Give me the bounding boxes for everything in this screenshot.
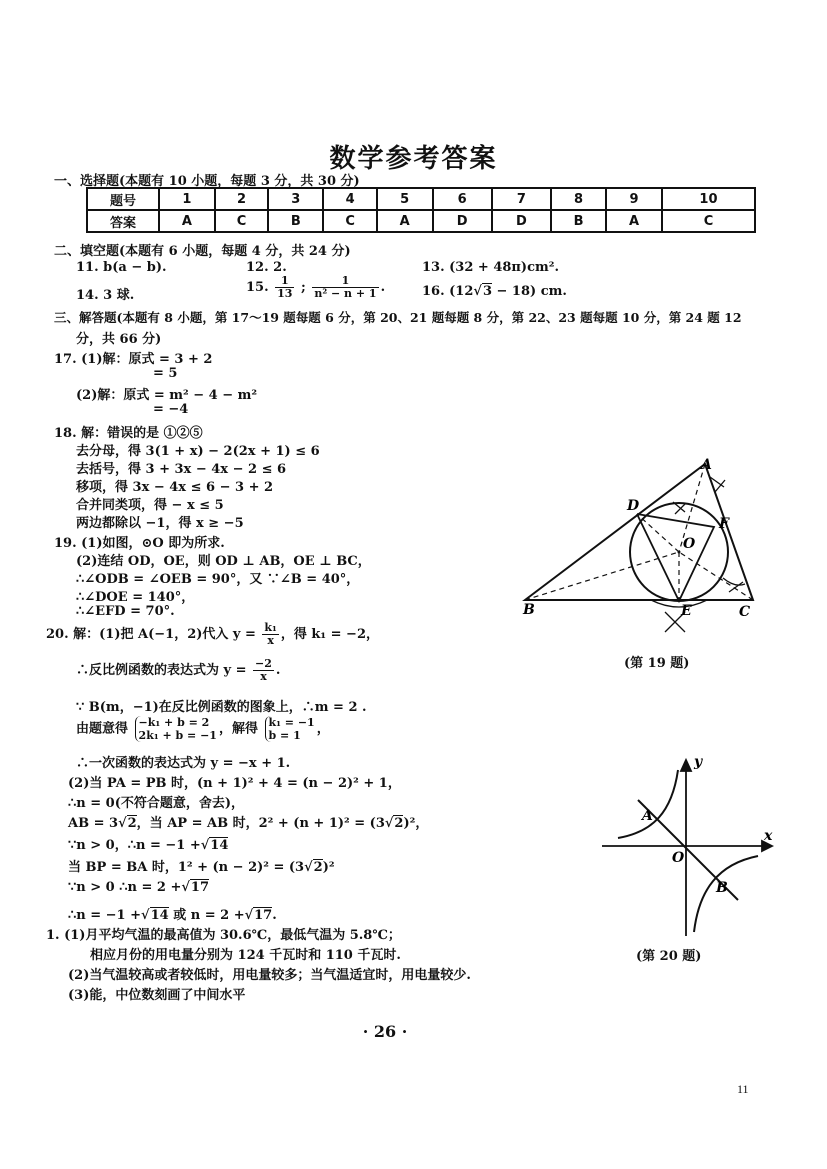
sqrt-sign: √	[244, 908, 254, 923]
answer-cell: C	[215, 210, 268, 232]
q20-line8-c: )²，	[403, 816, 429, 831]
q21-line2: 相应月份的用电量分别为 124 千瓦时和 110 千瓦时.	[90, 948, 401, 963]
row-label-number: 题号	[87, 188, 159, 210]
sqrt-sign: √	[118, 816, 127, 831]
section3-heading: 三、解答题(本题有 8 小题，第 17～19 题每题 6 分，第 20、21 题每题 8 分，第 22、23 题每题 10 分，第 24 题 12	[54, 310, 742, 325]
question-number-cell: 1	[159, 188, 215, 210]
radicand: 14	[210, 838, 229, 853]
q20-line12-b: 或 n = 2 +	[168, 908, 245, 923]
denominator: n² − n + 1	[314, 287, 377, 300]
sqrt-sign: √	[304, 860, 313, 875]
denominator: x	[260, 670, 267, 683]
fraction	[312, 275, 378, 300]
answer-15-prefix: 15.	[246, 280, 269, 295]
q17-line1: 17. (1)解：原式 = 3 + 2	[54, 352, 213, 367]
page-number: · 26 ·	[362, 1022, 408, 1041]
q20-line11-a: ∵n > 0 ∴n = 2 +	[68, 880, 182, 895]
angle-bisector-b	[525, 552, 679, 600]
row-label-answer: 答案	[87, 210, 159, 232]
question-number-cell: 8	[551, 188, 606, 210]
label-d: D	[627, 498, 640, 514]
question-number-cell: 6	[433, 188, 492, 210]
label-a: A	[642, 808, 653, 824]
q20-line12-a: ∴n = −1 +	[68, 908, 142, 923]
fraction	[253, 658, 274, 683]
q20-line10-b: )²	[322, 860, 335, 875]
figure-20-function-graph	[598, 752, 778, 942]
radicand: 14	[150, 908, 169, 923]
question-number-cell: 9	[606, 188, 662, 210]
label-e: E	[681, 603, 692, 619]
question-number-cell: 2	[215, 188, 268, 210]
q19-line3: ∴∠ODB = ∠OEB = 90°，又 ∵∠B = 40°，	[76, 572, 360, 587]
q20-line7: ∴n = 0(不符合题意，舍去)，	[68, 796, 245, 811]
label-c: C	[739, 604, 751, 620]
q21-line1: 1. (1)月平均气温的最高值为 30.6℃，最低气温为 5.8℃；	[46, 928, 401, 943]
answer-cell: D	[433, 210, 492, 232]
section3-heading-cont: 分，共 66 分)	[76, 332, 162, 347]
q20-line6: (2)当 PA = PB 时，(n + 1)² + 4 = (n − 2)² + 1，	[68, 776, 401, 791]
label-y: y	[694, 754, 703, 770]
q18-line5: 合并同类项，得 − x ≤ 5	[76, 498, 224, 513]
q20-line1-text: 20. 解：(1)把 A(−1，2)代入 y =	[46, 627, 256, 642]
equation: b = 1	[268, 729, 301, 742]
numerator: k₁	[264, 621, 277, 634]
label-x: x	[764, 828, 773, 844]
answer-12: 12. 2.	[246, 260, 287, 275]
construction-arc	[723, 578, 745, 592]
q20-line4	[76, 716, 330, 742]
q20-line4-end: ，	[316, 721, 330, 737]
question-number-cell: 10	[662, 188, 755, 210]
label-f: F	[719, 516, 729, 532]
fraction	[262, 622, 278, 647]
q18-line3: 去括号，得 3 + 3x − 4x − 2 ≤ 6	[76, 462, 287, 477]
q20-line2	[76, 658, 280, 683]
q20-line10-a: 当 BP = BA 时，1² + (n − 2)² = (3	[68, 860, 305, 875]
q17-line2: = 5	[153, 366, 178, 381]
label-b: B	[716, 880, 728, 896]
numerator: 1	[312, 275, 378, 288]
sqrt-sign: √	[141, 908, 150, 923]
answer-cell: B	[551, 210, 606, 232]
q20-line3: ∵ B(m，−1)在反比例函数的图象上，∴m = 2 .	[76, 700, 367, 715]
radicand: 17	[190, 880, 210, 895]
q18-line1: 18. 解：错误的是 ①②⑤	[54, 426, 203, 441]
y-axis-arrow	[681, 760, 691, 771]
answer-cell: A	[606, 210, 662, 232]
q17-line3: (2)解：原式 = m² − 4 − m²	[76, 388, 258, 403]
figure-20-caption: (第 20 题)	[636, 949, 702, 964]
answer-16	[422, 284, 567, 299]
page-title: 数学参考答案	[329, 144, 498, 174]
answer-cell: A	[377, 210, 433, 232]
center-point-o	[678, 551, 681, 554]
answer-15	[246, 275, 385, 300]
section2-heading: 二、填空题(本题有 6 小题，每题 4 分，共 24 分)	[54, 244, 351, 259]
denominator: x	[267, 634, 274, 647]
q19-line1: 19. (1)如图，⊙O 即为所求.	[54, 536, 225, 551]
radicand: 2	[313, 860, 323, 875]
section1-heading: 一、选择题(本题有 10 小题，每题 3 分，共 30 分)	[54, 174, 360, 189]
solution-system	[265, 716, 315, 742]
q20-line8-b: ，当 AP = AB 时，2² + (n + 1)² = (3	[136, 816, 385, 831]
radicand: 17	[254, 908, 273, 923]
figure-19-caption: (第 19 题)	[624, 656, 690, 671]
sqrt-sign: √	[200, 838, 210, 853]
q20-line12	[68, 904, 277, 923]
q20-line2-text: ∴反比例函数的表达式为 y =	[76, 663, 247, 678]
q20-line10	[68, 856, 335, 875]
question-number-cell: 7	[492, 188, 551, 210]
q20-line4-mid: ，解得	[218, 721, 258, 737]
sqrt-sign: √	[473, 284, 482, 299]
answer-table-row-answers	[87, 210, 755, 232]
separator: ;	[301, 280, 306, 295]
q20-line8	[68, 812, 428, 831]
q20-line2-end: .	[275, 663, 281, 678]
q20-line9-a: ∵n > 0，∴n = −1 +	[68, 838, 201, 853]
answer-cell: B	[268, 210, 323, 232]
corner-page-number: 11	[737, 1082, 749, 1096]
q19-line5: ∴∠EFD = 70°.	[76, 604, 175, 619]
q19-line4: ∴∠DOE = 140°，	[76, 590, 195, 605]
q20-line12-c: .	[272, 908, 277, 923]
question-number-cell: 5	[377, 188, 433, 210]
label-o: O	[672, 850, 685, 866]
denominator: 13	[277, 287, 293, 300]
fraction	[275, 275, 294, 300]
label-a: A	[701, 457, 712, 473]
label-b: B	[523, 602, 535, 618]
answer-cell: A	[159, 210, 215, 232]
q18-line6: 两边都除以 −1，得 x ≥ −5	[76, 516, 244, 531]
radicand: 3	[482, 284, 492, 299]
q18-line2: 去分母，得 3(1 + x) − 2(2x + 1) ≤ 6	[76, 444, 320, 459]
answer-cell: C	[323, 210, 376, 232]
radicand: 2	[394, 816, 404, 831]
period: .	[380, 280, 386, 295]
q20-line8-a: AB = 3	[68, 816, 119, 831]
triangle-def	[637, 514, 714, 601]
answer-13: 13. (32 + 48π)cm².	[422, 260, 559, 275]
q20-line9	[68, 834, 228, 853]
answer-cell: D	[492, 210, 551, 232]
sqrt-sign: √	[181, 880, 190, 895]
answer-16-prefix: 16. (12	[422, 284, 474, 299]
q20-line1-end: ，得 k₁ = −2，	[280, 627, 379, 642]
equation: −k₁ + b = 2	[138, 716, 210, 729]
question-number-cell: 4	[323, 188, 376, 210]
answer-table	[86, 187, 756, 233]
q18-line4: 移项，得 3x − 4x ≤ 6 − 3 + 2	[76, 480, 274, 495]
sqrt-sign: √	[384, 816, 394, 831]
equation-system	[135, 716, 217, 742]
q21-line3: (2)当气温较高或者较低时，用电量较多；当气温适宜时，用电量较少.	[68, 968, 471, 983]
hyperbola-branch-left	[618, 770, 678, 838]
q20-line5: ∴一次函数的表达式为 y = −x + 1.	[76, 756, 291, 771]
answer-table-row-numbers	[87, 188, 755, 210]
answer-cell: C	[662, 210, 755, 232]
question-number-cell: 3	[268, 188, 323, 210]
q17-line4: = −4	[153, 402, 189, 417]
figure-19-triangle-incircle	[515, 452, 765, 642]
radicand: 2	[127, 816, 137, 831]
equation: 2k₁ + b = −1	[138, 729, 217, 742]
label-o: O	[683, 536, 696, 552]
answer-14: 14. 3 球.	[76, 288, 135, 303]
q20-line1	[46, 622, 379, 647]
q21-line4: (3)能，中位数刻画了中间水平	[68, 988, 246, 1003]
q19-line2: (2)连结 OD，OE，则 OD ⊥ AB，OE ⊥ BC，	[76, 554, 371, 569]
numerator: −2	[255, 657, 272, 670]
numerator: 1	[275, 275, 294, 288]
answer-11: 11. b(a − b).	[76, 260, 167, 275]
q20-line4-text: 由题意得	[76, 721, 129, 737]
q20-line11	[68, 880, 209, 895]
answer-16-suffix: − 18) cm.	[491, 284, 567, 299]
equation: k₁ = −1	[268, 716, 315, 729]
